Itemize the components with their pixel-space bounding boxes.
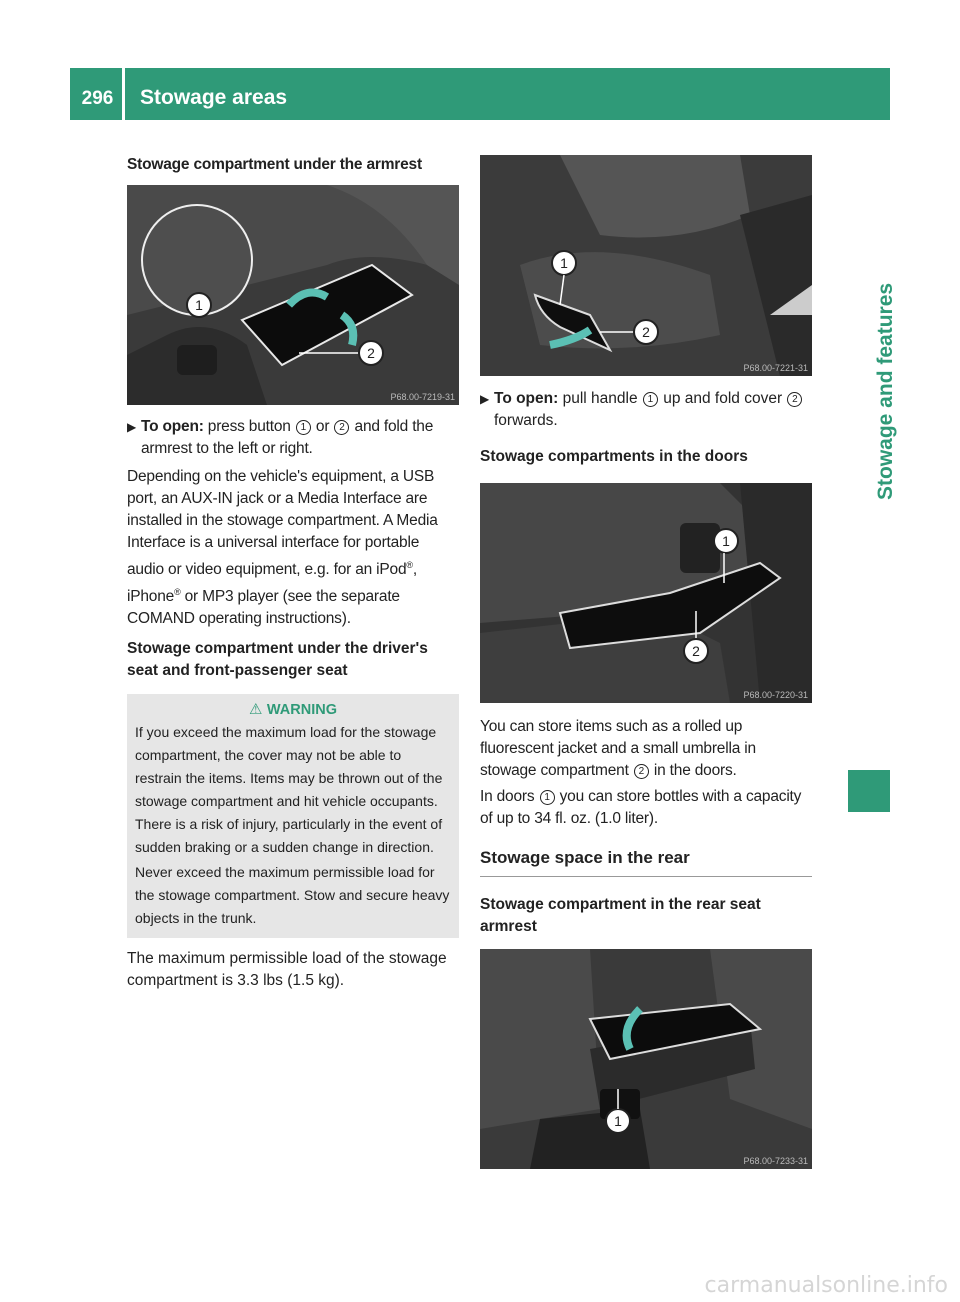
fig1-code: P68.00-7219-31 [390,392,455,402]
fig4-code: P68.00-7233-31 [743,1156,808,1166]
marker-2-icon: 2 [787,392,802,407]
heading-rear-armrest: Stowage compartment in the rear seat armrest [480,896,761,935]
bullet2-text-a: pull handle [562,390,638,407]
fig4-marker-1: 1 [614,1113,622,1129]
figure-seat [480,155,812,376]
right-column [480,155,812,1169]
bullet2-text-c: forwards. [494,412,558,429]
bullet1-or: or [315,418,330,435]
bullet1-text-b: and fold the armrest to the left or right. [141,418,434,457]
side-tab-marker [848,770,890,812]
section-title: Stowage areas [140,86,288,109]
warning-text-2: Never exceed the maximum permissible load for the stowage compartment. Stow and secure heavy objects in the trunk. [135,864,450,927]
fig1-marker-2: 2 [367,345,375,361]
page-number: 296 [81,88,114,109]
rear-armrest-photo [480,949,812,1169]
para1-c: or MP3 player (see the separate COMAND operating instructions). [127,588,400,628]
armrest-photo [127,185,459,405]
bullet1-text-a: press button [207,418,291,435]
bullet-open-armrest [127,416,459,460]
heading-doors: Stowage compartments in the doors [480,448,748,465]
para-media-interface: Depending on the vehicle's equipment, a USB port, an AUX-IN jack or a Media Interface are installed in the stowage compartment. A Media Interface is a universal interface for portable audio or video equipment, e.g. for an iPod®, iPhone® or MP3 player (see the separate COMAND operating instructions). [127,468,438,628]
heading-armrest: Stowage compartment under the armrest [127,156,422,173]
warning-triangle-icon: ⚠ [249,701,263,719]
para-doors2-b: you can store bottles with a capacity of up to 34 fl. oz. (1.0 liter). [480,788,802,827]
fig2-marker-1: 1 [560,255,568,271]
side-tab-label: Stowage and features [874,282,897,500]
para-doors-2 [480,786,812,830]
para-doors2-a: In doors [480,788,535,805]
figure-rear-armrest [480,949,812,1169]
para-doors-1 [480,716,812,782]
para1-b: , iPhone [127,561,417,606]
para-max-load: The maximum permissible load of the stowage compartment is 3.3 lbs (1.5 kg). [127,950,447,990]
fig1-marker-1: 1 [195,297,203,313]
para1-a: Depending on the vehicle's equipment, a USB port, an AUX-IN jack or a Media Interface are installed in the stowage compartment. A Media Interface is a universal interface for portable audio or video equipment, e.g. for an iPod [127,468,438,579]
fig3-marker-1: 1 [722,533,730,549]
para-doors1-a: You can store items such as a rolled up fluorescent jacket and a small umbrella in stowage compartment [480,718,756,779]
heading-seat: Stowage compartment under the driver's seat and front-passenger seat [127,640,428,680]
seat-photo [480,155,812,376]
bullet1-label: To open: [141,418,204,435]
warning-text-1: If you exceed the maximum load for the stowage compartment, the cover may not be able to restrain the items. Items may be thrown out of the stowage compartment and hit vehicle occupants. There is a risk of injury, particularly in the event of sudden braking or a sudden change in direction. [135,724,443,856]
fig3-code: P68.00-7220-31 [743,690,808,700]
figure-armrest [127,185,459,405]
para-doors1-b: in the doors. [653,762,737,779]
doors-photo [480,483,812,703]
marker-2-icon: 2 [334,420,349,435]
marker-1-icon: 1 [643,392,658,407]
section-divider [480,876,812,877]
bullet-arrow-icon: ▶ [480,392,490,406]
marker-2-icon: 2 [634,764,649,779]
bullet-arrow-icon: ▶ [127,420,137,434]
warning-box [127,694,459,938]
left-column [127,154,459,992]
fig3-marker-2: 2 [692,643,700,659]
heading-rear: Stowage space in the rear [480,848,690,867]
bullet2-label: To open: [494,390,559,407]
bullet2-text-b: up and fold cover [663,390,783,407]
warning-title: WARNING [266,702,337,719]
fig2-code: P68.00-7221-31 [743,363,808,373]
watermark: carmanualsonline.info [704,1273,948,1298]
fig2-marker-2: 2 [642,324,650,340]
marker-1-icon: 1 [540,790,555,805]
warning-header [135,700,451,719]
figure-doors [480,483,812,703]
marker-1-icon: 1 [296,420,311,435]
bullet-open-seat [480,388,812,432]
